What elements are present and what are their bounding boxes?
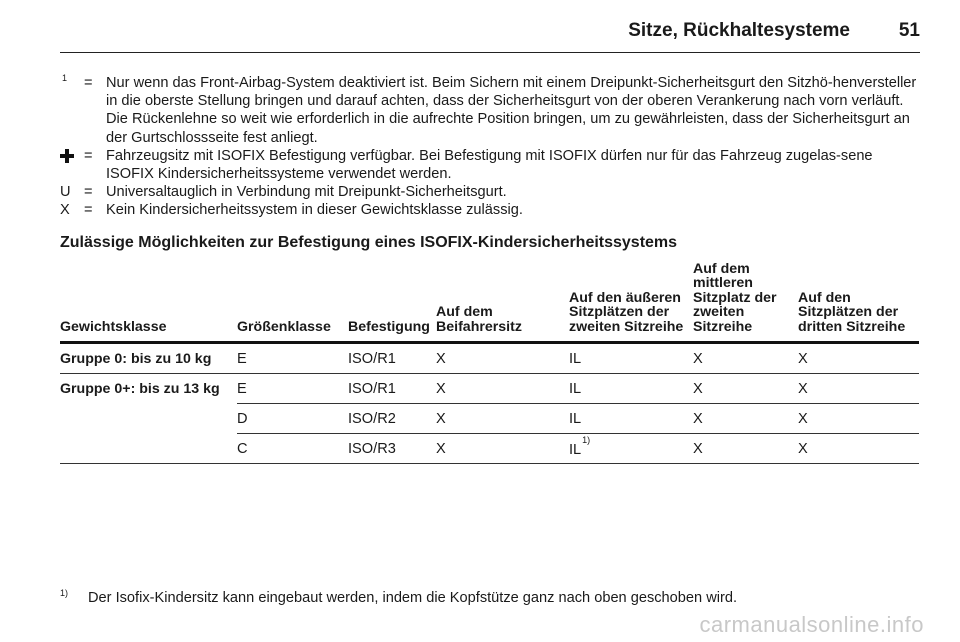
legend-item [60, 74, 922, 147]
fixture-cell: ISO/R3 [348, 434, 436, 464]
legend-text: Kein Kindersicherheitssystem in dieser Gewichtsklasse zulässig. [106, 202, 523, 219]
footnote-text: Der Isofix-Kindersitz kann eingebaut werden, indem die Kopfstütze ganz nach oben geschoben wird. [88, 590, 738, 606]
outer-second-row-cell: IL [569, 343, 693, 374]
column-header: Befestigung [348, 262, 436, 343]
weight-class-cell: Gruppe 0+: bis zu 13 kg [60, 380, 220, 397]
outer-second-row-cell: IL$^{1)}$ [569, 434, 693, 464]
column-header: Auf den Sitzplätzen der dritten Sitzreihe [798, 262, 919, 343]
legend-symbol: 1 [62, 73, 68, 83]
fixture-cell: ISO/R2 [348, 404, 436, 434]
legend-item [60, 147, 922, 183]
third-row-cell: X [798, 343, 919, 374]
fixture-cell: ISO/R1 [348, 374, 436, 404]
weight-class-cell: Gruppe 0: bis zu 10 kg [60, 343, 237, 374]
page-header [60, 14, 920, 53]
legend-symbol: X [60, 202, 70, 219]
front-seat-cell: X [436, 404, 569, 434]
third-row-cell: X [798, 434, 919, 464]
table-row [60, 374, 919, 404]
legend-equals: = [84, 202, 93, 219]
legend [60, 74, 922, 220]
legend-equals: = [84, 75, 93, 91]
third-row-cell: X [798, 374, 919, 404]
weight-class-cell [60, 404, 237, 434]
middle-second-row-cell: X [693, 343, 798, 374]
fixture-cell: ISO/R1 [348, 343, 436, 374]
legend-item [60, 201, 922, 219]
table-header-row [60, 262, 919, 343]
chapter-title: Sitze, Rückhaltesysteme [628, 20, 850, 41]
legend-text: Fahrzeugsitz mit ISOFIX Befestigung verfügbar. Bei Befestigung mit ISOFIX dürfen nur für das Fahrzeug zugelas-sene ISOFIX Kindersicherheitssysteme verwendet werden. [106, 147, 873, 183]
column-header: Auf dem mittleren Sitzplatz der zweiten Sitzreihe [693, 262, 798, 343]
middle-second-row-cell: X [693, 434, 798, 464]
plus-icon [60, 149, 74, 163]
column-header: Auf den äußeren Sitzplätzen der zweiten Sitzreihe [569, 262, 693, 343]
table-row [60, 343, 919, 374]
footnote-mark: 1) [60, 588, 69, 598]
size-class-cell: E [237, 374, 348, 404]
outer-second-row-cell: IL [569, 374, 693, 404]
table-row [60, 434, 919, 464]
column-header: Auf dem Beifahrersitz [436, 262, 569, 343]
isofix-table [60, 262, 919, 464]
weight-class-cell [60, 434, 237, 464]
table-row [60, 404, 919, 434]
front-seat-cell: X [436, 434, 569, 464]
size-class-cell: C [237, 434, 348, 464]
column-header: Gewichtsklasse [60, 262, 237, 343]
third-row-cell: X [798, 404, 919, 434]
watermark: carmanualsonline.info [699, 612, 924, 637]
legend-text: Nur wenn das Front-Airbag-System deaktiviert ist. Beim Sichern mit einem Dreipunkt-Sicherheitsgurt den Sitzhö-henversteller in die oberste Stellung bringen und darauf achten, dass der Sicherheitsgurt von der oberen Verankerung nach vorn verläuft. Die Rückenlehne so weit wie erforderlich in die aufrechte Position bringen, um zu gewährleisten, dass der Sicherheitsgurt an der Gurtschlossseite fest anliegt. [106, 75, 917, 146]
middle-second-row-cell: X [693, 374, 798, 404]
outer-second-row-cell: IL [569, 404, 693, 434]
legend-equals: = [84, 184, 93, 201]
legend-equals: = [84, 147, 93, 164]
middle-second-row-cell: X [693, 404, 798, 434]
legend-item [60, 183, 922, 201]
section-title: Zulässige Möglichkeiten zur Befestigung eines ISOFIX-Kindersicherheitssystems [60, 234, 678, 251]
front-seat-cell: X [436, 343, 569, 374]
column-header: Größenklasse [237, 262, 348, 343]
size-class-cell: D [237, 404, 348, 434]
footnote-reference[interactable]: 1) [582, 434, 591, 445]
size-class-cell: E [237, 343, 348, 374]
legend-text: Universaltauglich in Verbindung mit Dreipunkt-Sicherheitsgurt. [106, 184, 507, 201]
page-number: 51 [898, 20, 920, 41]
footnote [60, 590, 737, 606]
front-seat-cell: X [436, 374, 569, 404]
legend-symbol: U [60, 184, 71, 201]
